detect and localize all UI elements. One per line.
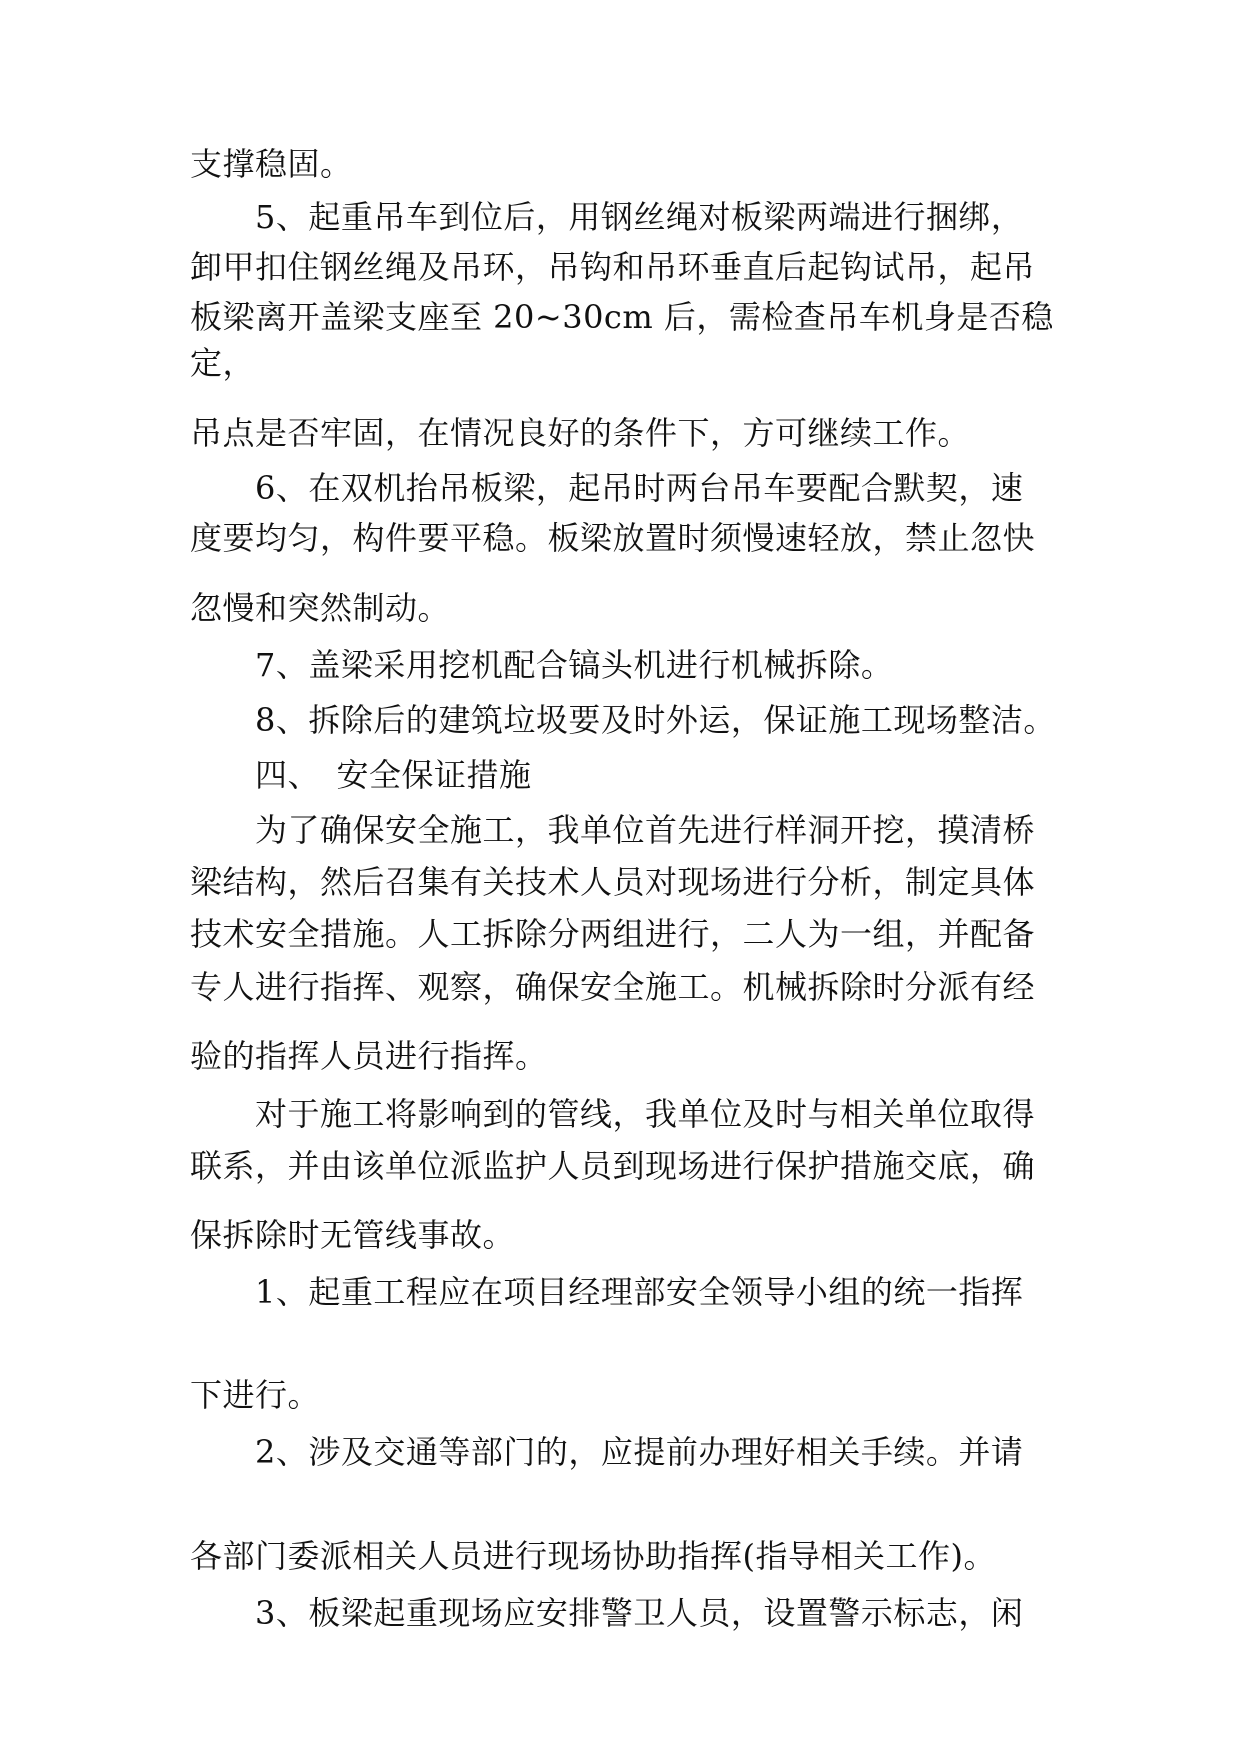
text-line: 卸甲扣住钢丝绳及吊环，吊钩和吊环垂直后起钩试吊，起吊 [190, 248, 1036, 286]
text-line: 支撑稳固。 [190, 145, 353, 183]
text-line: 1、起重工程应在项目经理部安全领导小组的统一指挥 [255, 1273, 1024, 1311]
text-line: 下进行。 [190, 1376, 321, 1414]
text-line: 验的指挥人员进行指挥。 [190, 1037, 548, 1075]
text-line: 梁结构，然后召集有关技术人员对现场进行分析，制定具体 [190, 863, 1036, 901]
text-line: 对于施工将影响到的管线，我单位及时与相关单位取得 [255, 1095, 1036, 1133]
text-line: 5、起重吊车到位后，用钢丝绳对板梁两端进行捆绑， [255, 198, 1024, 236]
text-line: 联系，并由该单位派监护人员到现场进行保护措施交底，确 [190, 1147, 1036, 1185]
text-line: 度要均匀，构件要平稳。板梁放置时须慢速轻放，禁止忽快 [190, 519, 1036, 557]
text-line: 技术安全措施。人工拆除分两组进行，二人为一组，并配备 [190, 915, 1036, 953]
text-line: 为了确保安全施工，我单位首先进行样洞开挖，摸清桥 [255, 811, 1036, 849]
text-line: 2、涉及交通等部门的，应提前办理好相关手续。并请 [255, 1433, 1024, 1471]
text-line: 7、盖梁采用挖机配合镐头机进行机械拆除。 [255, 646, 894, 684]
text-line: 吊点是否牢固，在情况良好的条件下，方可继续工作。 [190, 414, 971, 452]
text-line: 6、在双机抬吊板梁，起吊时两台吊车要配合默契，速 [255, 469, 1024, 507]
section-heading: 四、 安全保证措施 [255, 756, 532, 794]
text-line: 3、板梁起重现场应安排警卫人员，设置警示标志，闲 [255, 1594, 1024, 1632]
text-line: 板梁离开盖梁支座至 20~30cm 后，需检查吊车机身是否稳 [190, 298, 1054, 336]
text-line: 定， [190, 344, 256, 382]
text-line: 各部门委派相关人员进行现场协助指挥(指导相关工作)。 [190, 1537, 996, 1575]
text-line: 8、拆除后的建筑垃圾要及时外运，保证施工现场整洁。 [255, 701, 1056, 739]
text-line: 忽慢和突然制动。 [190, 589, 451, 627]
text-line: 专人进行指挥、观察，确保安全施工。机械拆除时分派有经 [190, 968, 1036, 1006]
text-line: 保拆除时无管线事故。 [190, 1216, 516, 1254]
